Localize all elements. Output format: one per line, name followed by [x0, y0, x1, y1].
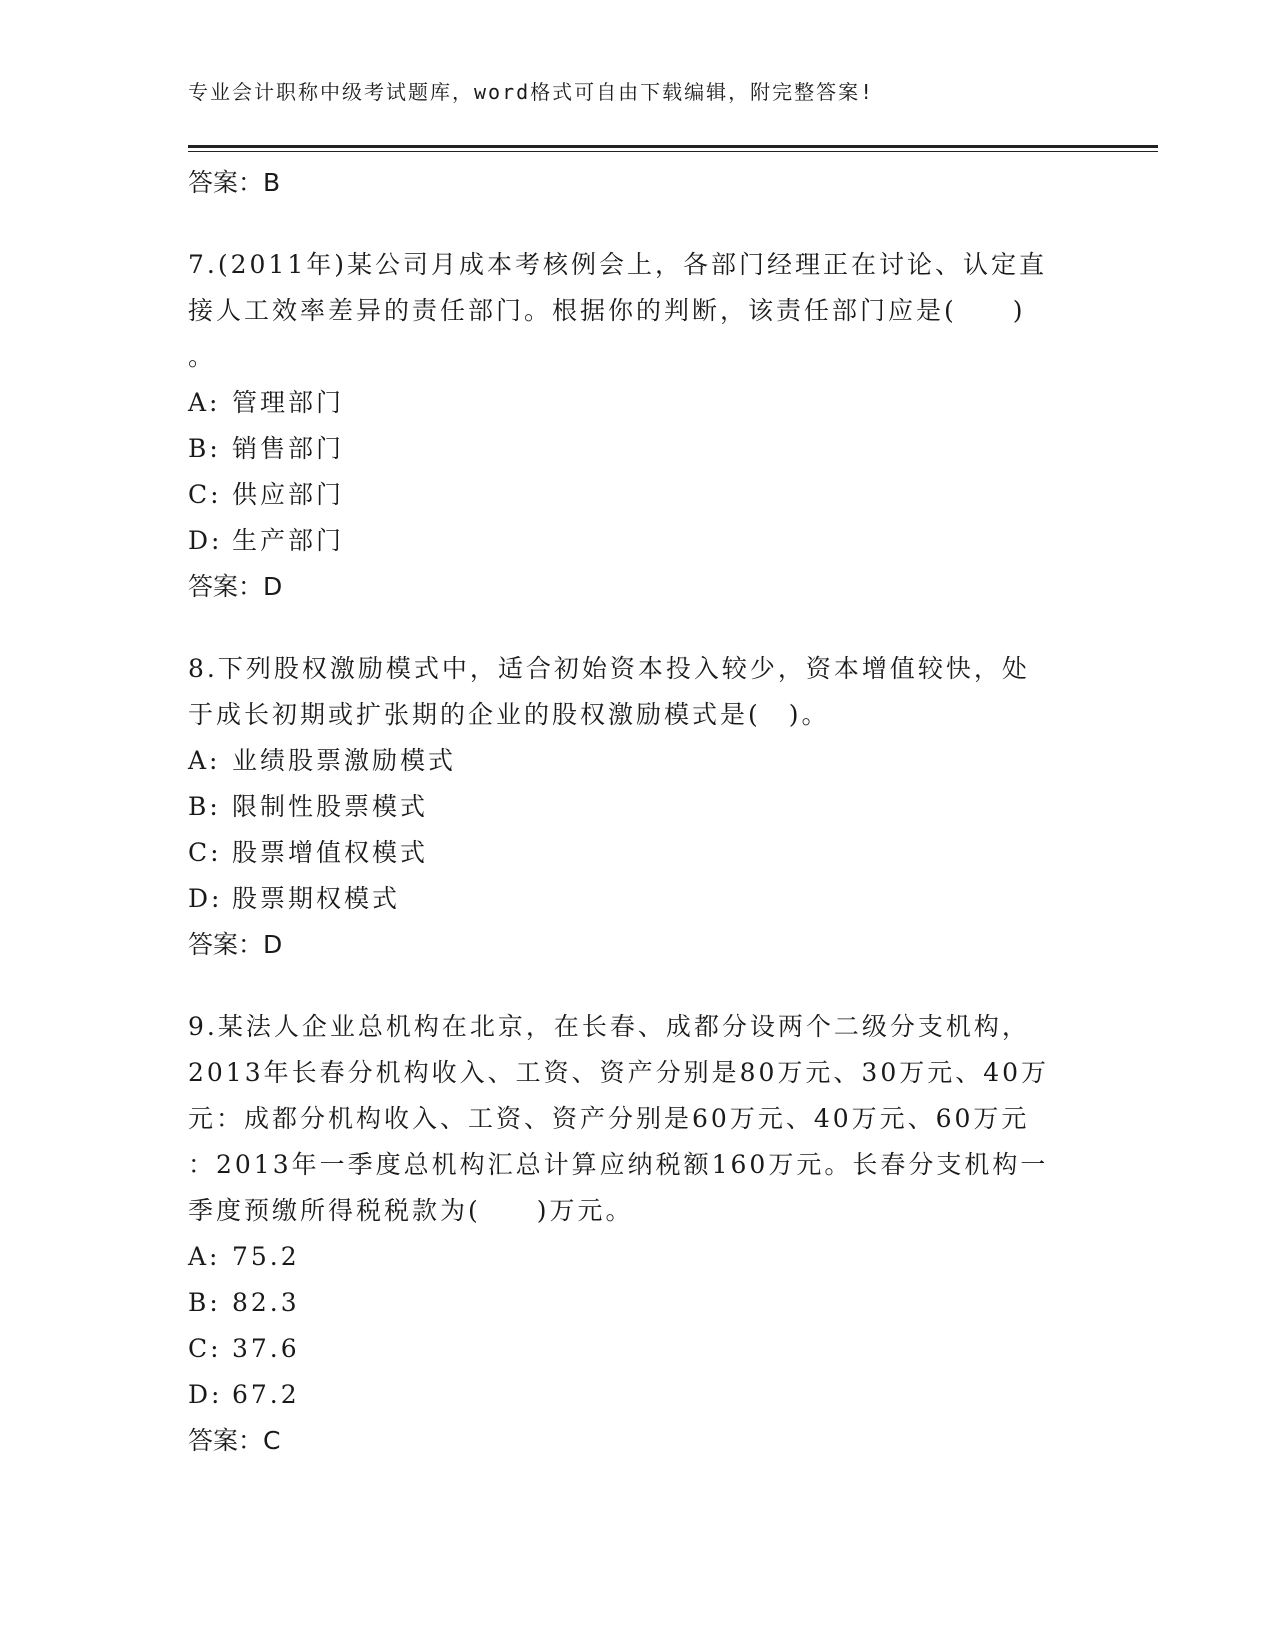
option-text: 67.2 [232, 1380, 300, 1409]
option-c [188, 830, 1078, 876]
option-text: 股票期权模式 [232, 884, 401, 913]
option-c [188, 472, 1078, 518]
option-text: 供应部门 [232, 480, 345, 509]
option-key: C: [188, 480, 222, 509]
option-b [188, 426, 1078, 472]
question-8 [188, 646, 1078, 968]
question-stem [188, 242, 1078, 380]
header-rule-thin [188, 151, 1158, 152]
spacer [188, 968, 1078, 1004]
option-key: B: [188, 434, 221, 463]
option-a [188, 1234, 1078, 1280]
question-answer: 答案：C [188, 1426, 281, 1455]
question-9 [188, 1004, 1078, 1464]
stem-line: 2013年长春分机构收入、工资、资产分别是80万元、30万元、40万 [188, 1058, 1050, 1087]
option-b [188, 1280, 1078, 1326]
option-text: 75.2 [232, 1242, 300, 1271]
option-d [188, 518, 1078, 564]
option-key: B: [188, 792, 221, 821]
option-b [188, 784, 1078, 830]
option-a [188, 738, 1078, 784]
option-text: 销售部门 [232, 434, 345, 463]
question-stem [188, 1004, 1078, 1234]
stem-line: 8.下列股权激励模式中，适合初始资本投入较少，资本增值较快，处 [188, 654, 1030, 683]
option-c [188, 1326, 1078, 1372]
option-a [188, 380, 1078, 426]
question-7 [188, 242, 1078, 610]
document-body [188, 160, 1078, 1464]
question-stem [188, 646, 1078, 738]
question-answer: 答案：D [188, 930, 283, 959]
option-text: 管理部门 [232, 388, 345, 417]
option-key: A: [188, 746, 221, 775]
spacer [188, 206, 1078, 242]
spacer [188, 610, 1078, 646]
stem-line: 元：成都分机构收入、工资、资产分别是60万元、40万元、60万元 [188, 1104, 1030, 1133]
stem-line: 。 [188, 342, 217, 371]
option-text: 82.3 [232, 1288, 300, 1317]
page-header: 专业会计职称中级考试题库，word格式可自由下载编辑，附完整答案! [188, 80, 875, 104]
option-key: A: [188, 388, 221, 417]
option-text: 37.6 [232, 1334, 300, 1363]
option-d [188, 1372, 1078, 1418]
header-rule-thick [188, 145, 1158, 148]
stem-line: 9.某法人企业总机构在北京，在长春、成都分设两个二级分支机构， [188, 1012, 1030, 1041]
option-key: A: [188, 1242, 221, 1271]
option-key: B: [188, 1288, 221, 1317]
option-text: 生产部门 [232, 526, 345, 555]
option-d [188, 876, 1078, 922]
previous-answer: 答案：B [188, 168, 281, 197]
stem-line: 季度预缴所得税税款为( )万元。 [188, 1196, 634, 1225]
question-answer: 答案：D [188, 572, 283, 601]
option-key: D: [188, 1380, 223, 1409]
option-text: 限制性股票模式 [232, 792, 429, 821]
stem-line: 接人工效率差异的责任部门。根据你的判断，该责任部门应是( ) [188, 296, 1026, 325]
stem-line: 于成长初期或扩张期的企业的股权激励模式是( )。 [188, 700, 830, 729]
option-key: C: [188, 1334, 222, 1363]
option-key: D: [188, 526, 223, 555]
stem-line: ：2013年一季度总机构汇总计算应纳税额160万元。长春分支机构一 [188, 1150, 1049, 1179]
option-text: 股票增值权模式 [232, 838, 429, 867]
option-key: C: [188, 838, 222, 867]
option-text: 业绩股票激励模式 [232, 746, 457, 775]
option-key: D: [188, 884, 223, 913]
stem-line: 7.(2011年)某公司月成本考核例会上，各部门经理正在讨论、认定直 [188, 250, 1047, 279]
